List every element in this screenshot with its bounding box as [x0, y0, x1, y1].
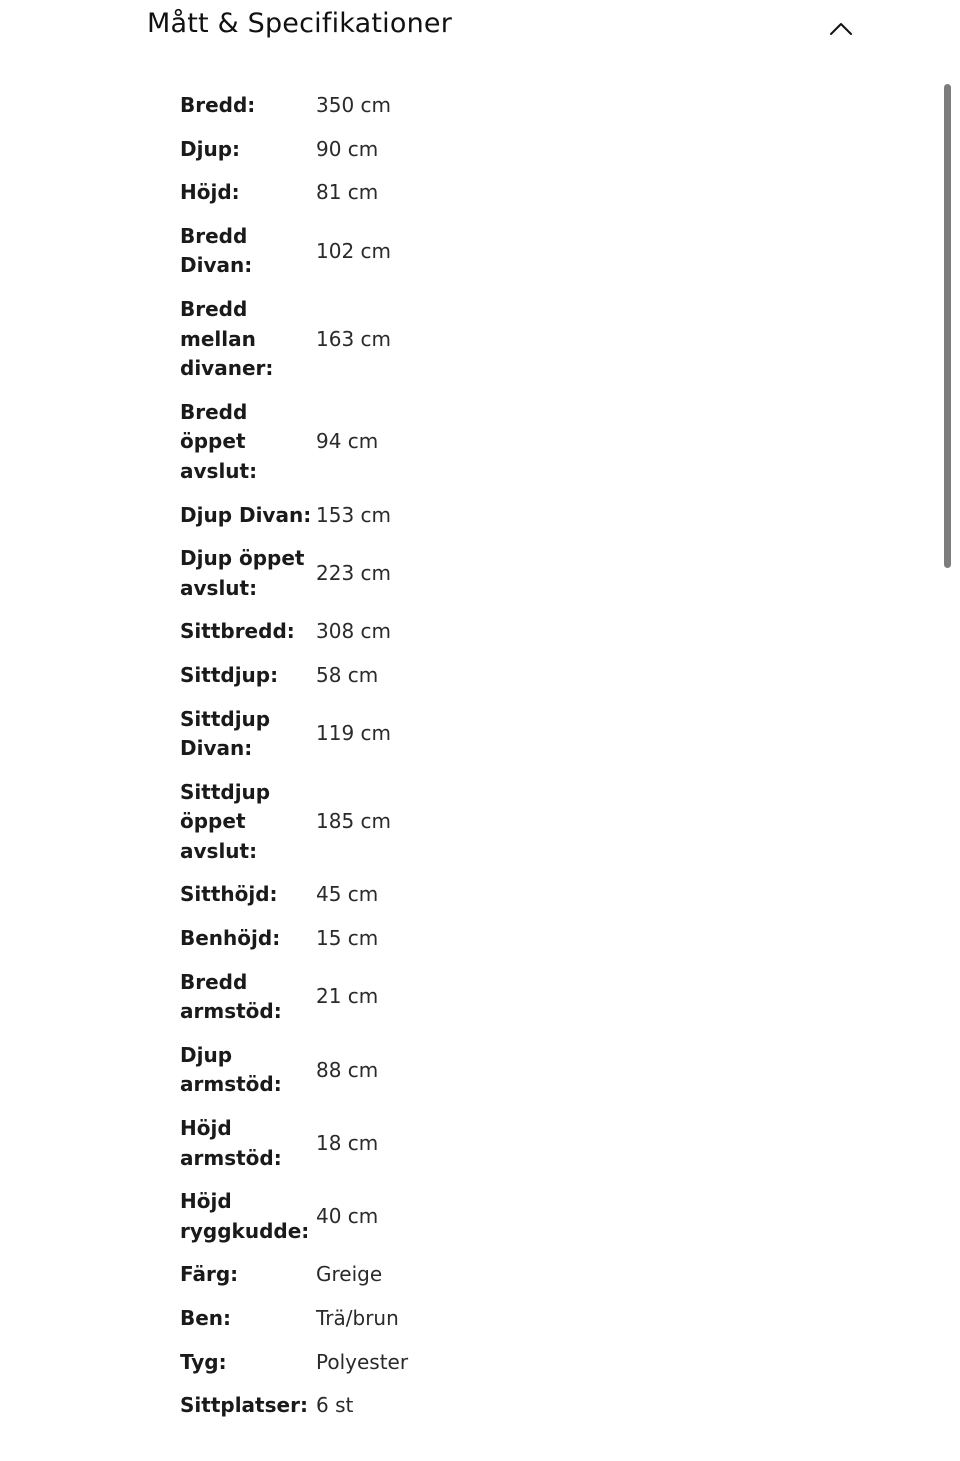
spec-row [180, 961, 408, 1034]
spec-label: Sittplatser: [180, 1393, 308, 1418]
spec-value: 58 cm [316, 662, 379, 687]
spec-value: Trä/brun [316, 1306, 399, 1330]
spec-value: 119 cm [316, 721, 392, 746]
spec-row [180, 1034, 408, 1107]
spec-value: 40 cm [316, 1204, 379, 1229]
spec-row [180, 654, 408, 698]
spec-value: 81 cm [316, 180, 379, 205]
spec-label: Sitthöjd: [180, 882, 278, 907]
section-title: Mått & Specifikationer [147, 8, 453, 39]
spec-value: 185 cm [316, 809, 392, 834]
spec-value: 163 cm [316, 326, 392, 351]
spec-value: 18 cm [316, 1130, 379, 1155]
spec-value: Polyester [316, 1349, 409, 1374]
spec-label: Djup Divan: [180, 502, 312, 527]
spec-row [180, 391, 408, 494]
spec-label: Höjd: [180, 180, 240, 205]
spec-label: Bredd: [180, 93, 256, 117]
spec-value: 15 cm [316, 926, 379, 951]
spec-value: 153 cm [316, 502, 392, 527]
spec-label: Färg: [180, 1262, 239, 1287]
spec-table [180, 84, 408, 1428]
spec-row [180, 215, 408, 288]
spec-row [180, 1180, 408, 1253]
spec-label: Höjd ryggkudde: [180, 1189, 310, 1243]
spec-value: 45 cm [316, 882, 379, 907]
spec-row [180, 1297, 408, 1341]
spec-value: 6 st [316, 1393, 354, 1418]
spec-label: Höjd armstöd: [180, 1116, 282, 1170]
spec-label: Ben: [180, 1306, 232, 1330]
spec-label: Tyg: [180, 1349, 227, 1374]
spec-row [180, 610, 408, 654]
spec-value: 21 cm [316, 984, 379, 1009]
chevron-up-icon[interactable] [829, 20, 853, 36]
spec-row [180, 873, 408, 917]
spec-value: 350 cm [316, 93, 392, 117]
spec-label: Bredd mellan divaner: [180, 296, 274, 381]
spec-row [180, 1107, 408, 1180]
spec-row [180, 537, 408, 610]
spec-row [180, 288, 408, 391]
spec-label: Benhöjd: [180, 926, 281, 951]
spec-value: Greige [316, 1262, 383, 1287]
spec-value: 102 cm [316, 238, 392, 263]
spec-row [180, 128, 408, 172]
spec-row [180, 171, 408, 215]
spec-row [180, 1341, 408, 1385]
spec-row [180, 1253, 408, 1297]
spec-label: Sittdjup öppet avslut: [180, 779, 271, 863]
spec-table-body [180, 84, 408, 1428]
spec-value: 308 cm [316, 619, 392, 644]
spec-label: Bredd öppet avslut: [180, 399, 258, 483]
accordion-header-dimensions[interactable] [147, 0, 860, 56]
spec-value: 94 cm [316, 429, 379, 454]
spec-label: Djup öppet avslut: [180, 546, 305, 600]
spec-value: 90 cm [316, 136, 379, 161]
spec-label: Djup armstöd: [180, 1042, 282, 1097]
scrollbar[interactable] [944, 84, 952, 1384]
spec-value: 88 cm [316, 1057, 379, 1082]
spec-label: Bredd armstöd: [180, 969, 282, 1024]
spec-row [180, 771, 408, 874]
spec-row [180, 917, 408, 961]
spec-row [180, 698, 408, 771]
spec-label: Sittbredd: [180, 619, 295, 644]
spec-label: Sittdjup Divan: [180, 706, 271, 761]
spec-label: Sittdjup: [180, 662, 279, 687]
spec-row [180, 1384, 408, 1428]
spec-label: Djup: [180, 136, 241, 161]
spec-row [180, 494, 408, 538]
spec-row [180, 84, 408, 128]
spec-label: Bredd Divan: [180, 223, 253, 278]
spec-value: 223 cm [316, 560, 392, 585]
scrollbar-thumb[interactable] [944, 84, 951, 568]
